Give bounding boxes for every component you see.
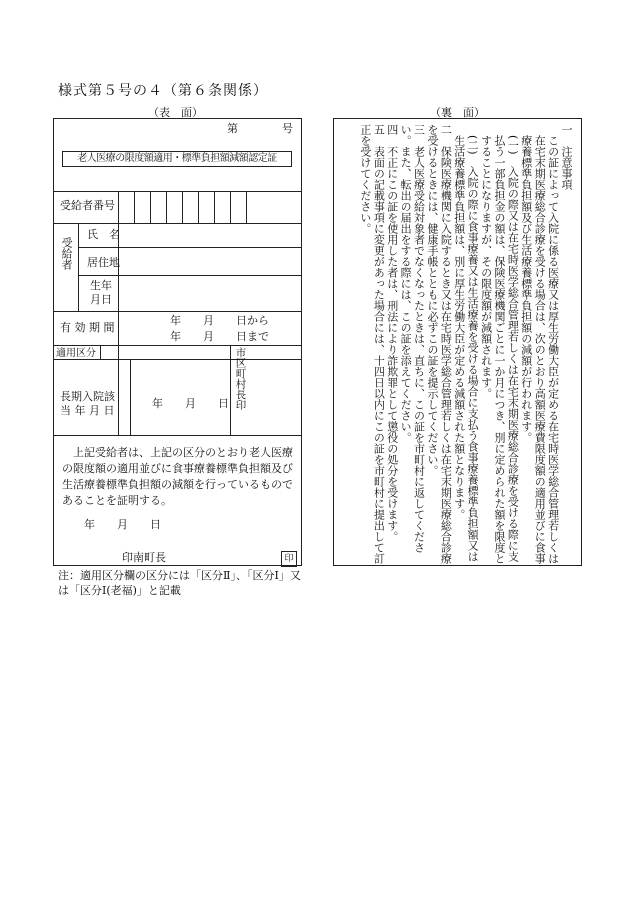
certification-text: 上記受給者は、上記の区分のとおり老人医療の限度額の適用並びに食事療養標準負担額及び生活療養標準負担額の減額を行っているものであることを証明する。	[62, 446, 293, 507]
validity-to: 年 月 日まで	[170, 330, 269, 343]
number-label: 第 号	[227, 122, 293, 135]
back-side-label: （裏 面）	[430, 106, 485, 119]
form-title: 様式第５号の４（第６条関係）	[58, 83, 268, 99]
back-item-2: 二 保険医療機関に入院するとき又は在宅時医学総合管理若しくは在宅末期医療総合診療を受けるときには、健康手帳とともに必ずこの証を提示してください。	[425, 124, 453, 564]
birthdate-label: 生年月日	[90, 279, 112, 306]
validity-from: 年 月 日から	[170, 314, 269, 327]
validity-label: 有 効 期 間	[60, 321, 115, 334]
seal-box: 印	[281, 551, 297, 567]
back-item-4: 四 不正にこの証を使用した者は、刑法により詐欺罪として懲役の処分を受けます。	[385, 124, 399, 542]
long-stay-label-2: 当 年 月 日	[60, 404, 115, 417]
card-name: 老人医療の限度額適用・標準負担額減額認定証	[62, 151, 292, 167]
long-stay-date: 年 月 日	[152, 397, 229, 410]
back-card	[333, 118, 582, 566]
back-item-5: 五 表面の記載事項に変更があった場合には、十四日以内にこの証を市町村に提出して訂正を受けてください。	[358, 124, 386, 564]
back-notes	[359, 124, 574, 564]
back-item-1-1: (一) 入院の際又は在宅時医学総合管理若しくは在宅末期医療総合診療を受ける際に支払う一部負担金の額は、保険医療機関ごとに一か月につき、別に定められた額を限度とすることになりますが、その限度額が減額されます。	[479, 135, 520, 564]
category-label: 適用区分	[56, 348, 96, 359]
cert-date: 年 月 日	[84, 518, 161, 531]
back-item-1: この証によって入院に係る医療又は厚生労働大臣が定める在宅時医学総合管理若しくは在宅末期医療総合診療を受ける場合は、次のとおり高額医療費限度額の適用並びに食事療養標準負担額及び生活療養標準負担額の減額が行われます。	[519, 135, 560, 564]
back-item-1-2: (二) 入院の際に食事療養又は生活療養を受ける場合に支払う食事療養標準負担額又は生活療養標準負担額は、別に厚生労働大臣が定める減額された額となります。	[452, 135, 480, 562]
issuer: 印南町長	[122, 551, 166, 564]
note: 注：適用区分欄の区分には「区分Ⅱ」、「区分Ⅰ」又は「区分Ⅰ(老福)」と記載	[58, 569, 301, 597]
long-stay-label-1: 長期入院該	[60, 390, 115, 403]
front-side-label: （表 面）	[148, 106, 203, 119]
address-label: 居住地	[87, 256, 120, 269]
recipient-label: 受給者	[60, 237, 74, 270]
front-card	[53, 118, 302, 566]
mayor-seal-label: 市区町村長印	[234, 347, 247, 410]
recipient-number-label: 受給者番号	[60, 199, 115, 212]
back-item-3: 三 老人医療受給対象者でなくなったときは、直ちに、この証を市町村に返してください。また、転出の届出をする際には、この証を添えてください。	[399, 124, 426, 553]
back-heading: 一 注意事項	[560, 124, 573, 190]
name-label: 氏 名	[87, 228, 120, 241]
